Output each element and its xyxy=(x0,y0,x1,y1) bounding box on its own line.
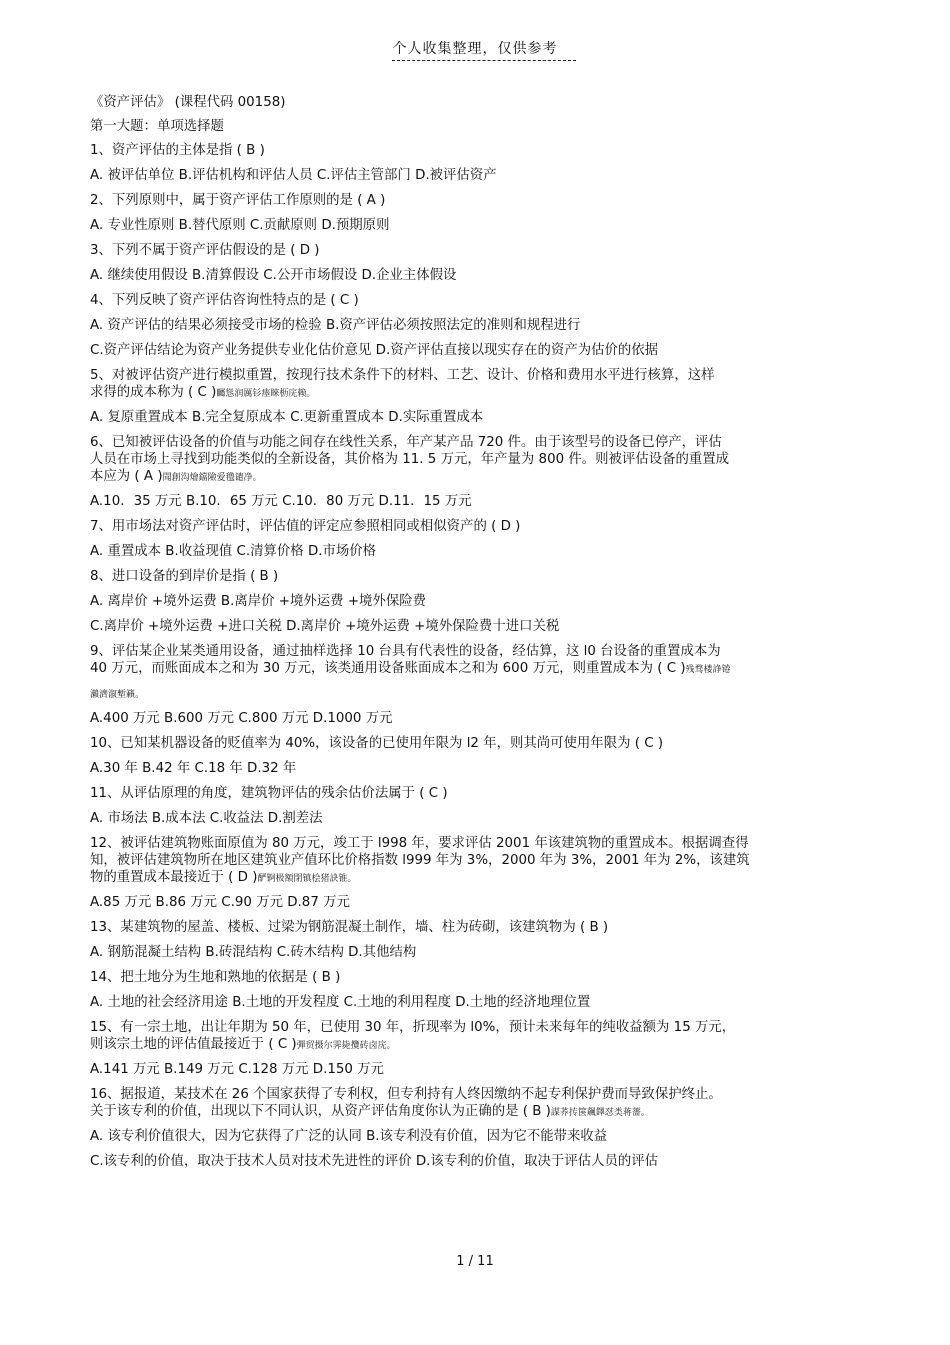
question-text: 14、把土地分为生地和熟地的依据是 ( B ) xyxy=(90,970,341,985)
question-line xyxy=(90,193,880,209)
question-line xyxy=(90,268,880,284)
question-line xyxy=(90,410,880,426)
question-text: A.400 万元 B.600 万元 C.800 万元 D.1000 万元 xyxy=(90,711,393,726)
question-line xyxy=(90,143,880,159)
question-text: 12、被评估建筑物账面原值为 80 万元，竣工于 l998 年，要求评估 2001 年该建筑物的重置成本。根据调查得 xyxy=(90,836,749,851)
question-text: 15、有一宗土地，出让年期为 50 年，已使用 30 年，折现率为 l0%，预计未来每年的纯收益额为 15 万元， xyxy=(90,1020,736,1035)
garbled-text: 瀨濟溆塹籟。 xyxy=(90,690,145,700)
question-text: 7、用市场法对资产评估时，评估值的评定应参照相同或相似资产的 ( D ) xyxy=(90,519,521,534)
question-text: A. 复原重置成本 B.完全复原成本 C.更新重置成本 D.实际重置成本 xyxy=(90,410,484,425)
question-line xyxy=(90,970,880,986)
question-text: A. 继续使用假设 B.清算假设 C.公开市场假设 D.企业主体假设 xyxy=(90,268,457,283)
question-text: 40 万元，而账面成本之和为 30 万元，该类通用设备账面成本之和为 600 万元，则重置成本为 ( C ) xyxy=(90,661,686,676)
question-line xyxy=(90,435,880,451)
question-line xyxy=(90,1129,880,1145)
question-text: A. 专业性原则 B.替代原则 C.贡献原则 D.预期原则 xyxy=(90,218,390,233)
question-line xyxy=(90,1062,880,1078)
question-line xyxy=(90,786,880,802)
question-line xyxy=(90,920,880,936)
question-text: 9、评估某企业某类通用设备，通过抽样选择 10 台具有代表性的设备，经估算，这 l0 台设备的重置成本为 xyxy=(90,644,721,659)
question-line xyxy=(90,218,880,234)
question-text: A.10．35 万元 B.10．65 万元 C.10．80 万元 D.11．15 万元 xyxy=(90,494,472,509)
question-line xyxy=(90,368,880,384)
question-text: 6、已知被评估设备的价值与功能之间存在线性关系，年产某产品 720 件。由于该型号的设备已停产，评估 xyxy=(90,435,722,450)
question-text: 3、下列不属于资产评估假设的是 ( D ) xyxy=(90,243,320,258)
question-text: A. 土地的社会经济用途 B.土地的开发程度 C.土地的利用程度 D.土地的经济地理位置 xyxy=(90,995,591,1010)
garbled-text: 酽锕极額閉镇桧猪訣锥。 xyxy=(257,874,357,884)
garbled-text: 謀荞抟箧飆鐸怼类蒋薔。 xyxy=(550,1108,650,1118)
question-line xyxy=(90,343,880,359)
question-text: 8、进口设备的到岸价是指 ( B ) xyxy=(90,569,279,584)
question-text: C.离岸价 +境外运费 +进口关税 D.离岸价 +境外运费 +境外保险费十进口关税 xyxy=(90,619,560,634)
document-title: 《资产评估》 (课程代码 00158) xyxy=(90,95,286,110)
question-line xyxy=(90,1020,880,1036)
question-text: 11、从评估原理的角度，建筑物评估的残余估价法属于 ( C ) xyxy=(90,786,448,801)
question-list xyxy=(90,143,880,1170)
page-number: 1 / 11 xyxy=(456,1254,494,1269)
question-text: 知，被评估建筑物所在地区建筑业产值环比价格指数 l999 年为 3%，2000 年为 3%，2001 年为 2%，该建筑 xyxy=(90,853,750,868)
question-text: A. 离岸价 +境外运费 B.离岸价 +境外运费 +境外保险费 xyxy=(90,594,426,609)
garbled-text: 聞創沟燴鐺險爱氇谴净。 xyxy=(162,473,262,483)
question-line xyxy=(90,494,880,510)
question-line xyxy=(90,519,880,535)
question-text: A. 被评估单位 B.评估机构和评估人员 C.评估主管部门 D.被评估资产 xyxy=(90,168,497,183)
question-line xyxy=(90,385,880,401)
question-text: 4、下列反映了资产评估咨询性特点的是 ( C ) xyxy=(90,293,359,308)
question-text: 2、下列原则中，属于资产评估工作原则的是 ( A ) xyxy=(90,193,386,208)
question-line xyxy=(90,761,880,777)
question-line xyxy=(90,895,880,911)
document-body xyxy=(90,95,880,1179)
question-text: A.85 万元 B.86 万元 C.90 万元 D.87 万元 xyxy=(90,895,350,910)
garbled-text: 彈贸摄尔霁毙攬砖卤庑。 xyxy=(296,1041,396,1051)
question-text: A. 重置成本 B.收益现值 C.清算价格 D.市场价格 xyxy=(90,544,377,559)
question-text: A. 钢筋混凝土结构 B.砖混结构 C.砖木结构 D.其他结构 xyxy=(90,945,417,960)
question-line xyxy=(90,168,880,184)
question-line xyxy=(90,619,880,635)
question-text: C.资产评估结论为资产业务提供专业化估价意见 D.资产评估直接以现实存在的资产为估价的依据 xyxy=(90,343,659,358)
question-line xyxy=(90,452,880,468)
question-text: 16、据报道，某技术在 26 个国家获得了专利权，但专利持有人终因缴纳不起专利保护费而导致保护终止。 xyxy=(90,1087,722,1102)
question-text: C.该专利的价值，取决于技术人员对技术先进性的评价 D.该专利的价值，取决于评估人员的评估 xyxy=(90,1154,659,1169)
question-line xyxy=(90,293,880,309)
question-line xyxy=(90,995,880,1011)
question-text: A. 该专利价值很大，因为它获得了广泛的认同 B.该专利没有价值，因为它不能带来收益 xyxy=(90,1129,608,1144)
question-line xyxy=(90,945,880,961)
header-divider xyxy=(392,60,576,61)
question-text: A.141 万元 B.149 万元 C.128 万元 D.150 万元 xyxy=(90,1062,384,1077)
question-text: 10、已知某机器设备的贬值率为 40%，该设备的已使用年限为 l2 年，则其尚可使用年限为 ( C ) xyxy=(90,736,664,751)
question-line xyxy=(90,836,880,852)
question-text: 关于该专利的价值，出现以下不同认识，从资产评估角度你认为正确的是 ( B ) xyxy=(90,1104,551,1119)
question-text: 求得的成本称为 ( C ) xyxy=(90,385,217,400)
question-line xyxy=(90,544,880,560)
question-text: 5、对被评估资产进行模拟重置，按现行技术条件下的材料、工艺、设计、价格和费用水平进行核算，这样 xyxy=(90,368,715,383)
question-line xyxy=(90,711,880,727)
question-line xyxy=(90,1087,880,1103)
question-line xyxy=(90,469,880,485)
section-heading: 第一大题：单项选择题 xyxy=(90,119,224,134)
question-line xyxy=(90,569,880,585)
question-line xyxy=(90,811,880,827)
garbled-text: 矚慫润厲钐瘗睞枥庑赖。 xyxy=(216,389,316,399)
question-text: 本应为 ( A ) xyxy=(90,469,163,484)
question-line xyxy=(90,736,880,752)
question-line xyxy=(90,1037,880,1053)
page-header: 个人收集整理，仅供参考 xyxy=(392,41,558,57)
garbled-text: 残骛楼諍锩 xyxy=(685,665,731,675)
question-text: 物的重置成本最接近于 ( D ) xyxy=(90,870,258,885)
question-text: 则该宗土地的评估值最接近于 ( C ) xyxy=(90,1037,297,1052)
question-line xyxy=(90,853,880,869)
question-text: A. 资产评估的结果必须接受市场的检验 B.资产评估必须按照法定的准则和规程进行 xyxy=(90,318,581,333)
question-line xyxy=(90,318,880,334)
question-line xyxy=(90,686,880,702)
question-line xyxy=(90,1154,880,1170)
question-line xyxy=(90,594,880,610)
question-text: 1、资产评估的主体是指 ( B ) xyxy=(90,143,265,158)
question-text: A.30 年 B.42 年 C.18 年 D.32 年 xyxy=(90,761,297,776)
question-line xyxy=(90,870,880,886)
question-text: A. 市场法 B.成本法 C.收益法 D.割差法 xyxy=(90,811,323,826)
question-line xyxy=(90,644,880,660)
question-text: 人员在市场上寻找到功能类似的全新设备，其价格为 11. 5 万元，年产量为 800 件。则被评估设备的重置成 xyxy=(90,452,730,467)
question-line xyxy=(90,1104,880,1120)
question-line xyxy=(90,661,880,677)
question-text: 13、某建筑物的屋盖、楼板、过梁为钢筋混凝土制作，墙、柱为砖砌，该建筑物为 ( B ) xyxy=(90,920,609,935)
question-line xyxy=(90,243,880,259)
